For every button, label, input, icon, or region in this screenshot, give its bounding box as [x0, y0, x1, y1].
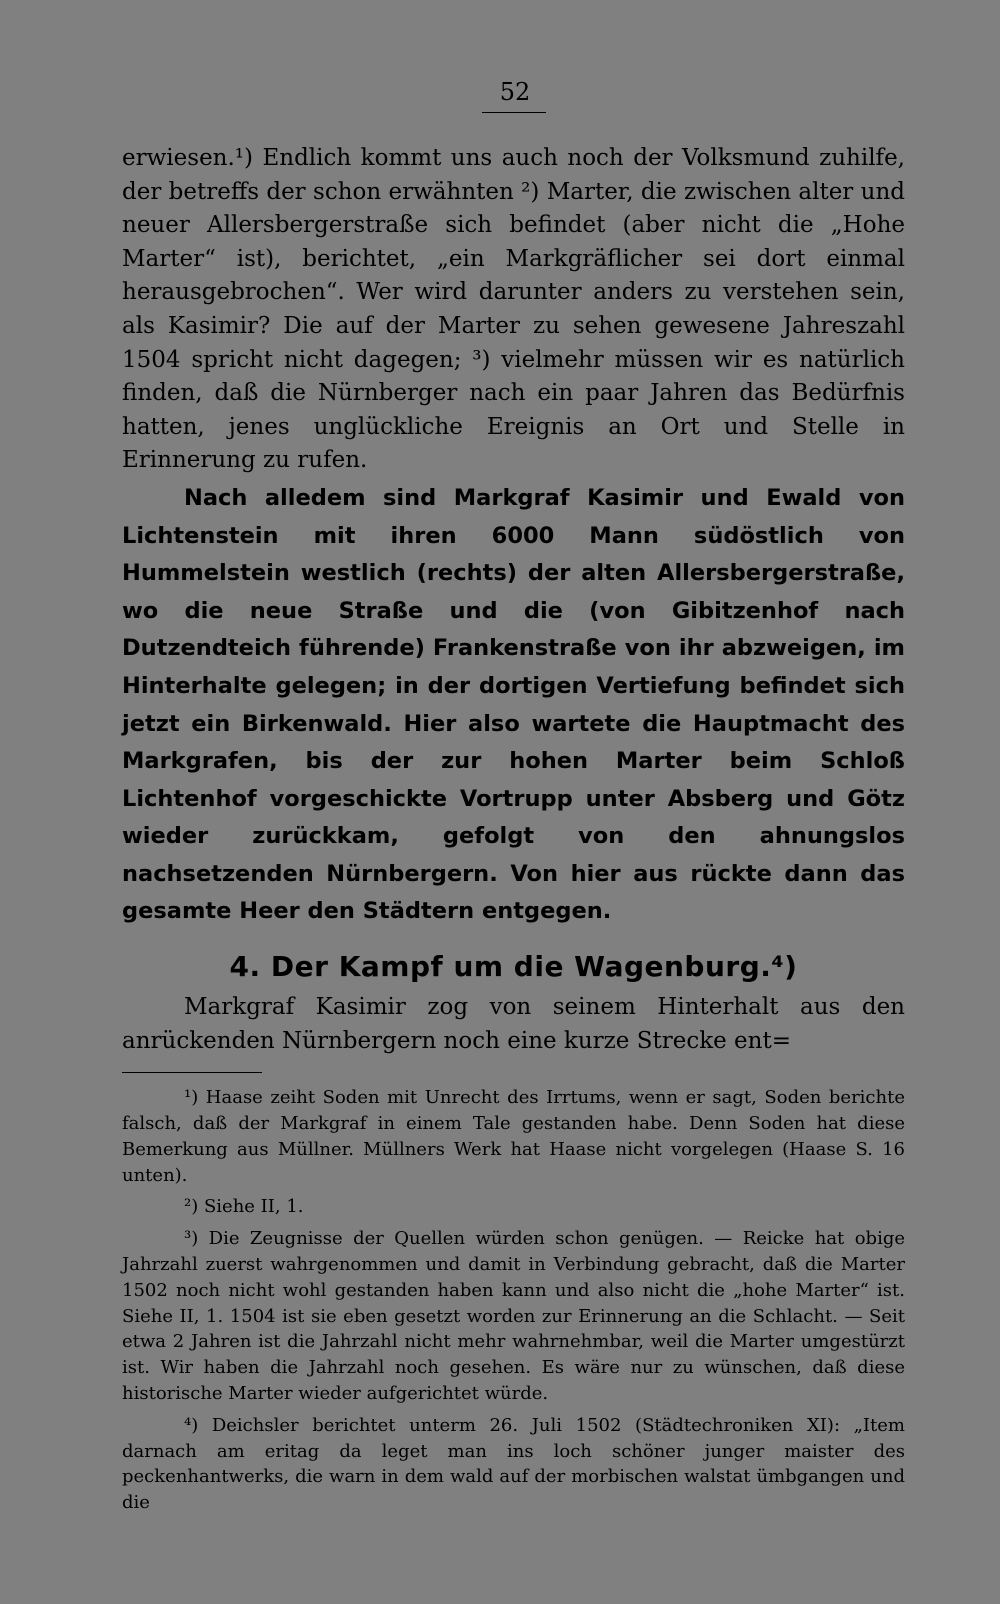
page-number-rule: [482, 112, 546, 113]
page-number: 52: [499, 78, 531, 106]
footnote-4: ⁴) Deichsler berichtet unterm 26. Juli 1502 (Städtechroniken XI): „Item darnach am eritag da leget man ins loch schöner junger maister des peckenhantwerks, die warn in dem wald auf der morbischen walstat ümbgangen und die: [122, 1414, 905, 1514]
footnote-2: ²) Siehe II, 1.: [184, 1196, 304, 1218]
footnote-3: ³) Die Zeugnisse der Quellen würden schon genügen. — Reicke hat obige Jahrzahl zuerst wahrgenommen und damit in Verbindung gebracht, daß die Marter 1502 noch nicht wohl gestanden haben kann und also nicht die „hohe Marter“ ist. Siehe II, 1. 1504 ist sie eben gesetzt worden zur Erinnerung an die Schlacht. — Seit etwa 2 Jahren ist die Jahrzahl nicht mehr wahrnehmbar, weil die Marter umgestürzt ist. Wir haben die Jahrzahl noch gesehen. Es wäre nur zu wünschen, daß diese historische Marter wieder aufgerichtet würde.: [122, 1228, 905, 1405]
section-heading: 4. Der Kampf um die Wagenburg.⁴): [229, 950, 798, 984]
footnote-1: ¹) Haase zeiht Soden mit Unrecht des Irrtums, wenn er sagt, Soden berichte falsch, daß der Markgraf in einem Tale gestanden habe. Denn Soden hat diese Bemerkung aus Müllner. Müllners Werk hat Haase nicht vorgelegen (Haase S. 16 unten).: [122, 1087, 905, 1186]
footnote-divider: [122, 1072, 262, 1073]
paragraph-kampf-start: Markgraf Kasimir zog von seinem Hinterhalt aus den anrückenden Nürnbergern noch eine kurze Strecke ent=: [122, 994, 905, 1054]
paragraph-volksmund: erwiesen.¹) Endlich kommt uns auch noch der Volksmund zuhilfe, der betreffs der schon erwähnten ²) Marter, die zwischen alter und neuer Allersbergerstraße sich befindet (aber nicht die „Hohe Marter“ ist), berichtet, „ein Markgräflicher sei dort einmal herausgebrochen“. Wer wird darunter anders zu verstehen sein, als Kasimir? Die auf der Marter zu sehen gewesene Jahreszahl 1504 spricht nicht dagegen; ³) vielmehr müssen wir es natürlich finden, daß die Nürnberger nach ein paar Jahren das Bedürfnis hatten, jenes unglückliche Ereignis an Ort und Stelle in Erinnerung zu rufen.: [122, 145, 905, 474]
page-body: [122, 142, 905, 1522]
paragraph-hinterhalt-summary: Nach alledem sind Markgraf Kasimir und Ewald von Lichtenstein mit ihren 6000 Mann südöstlich von Hummelstein westlich (rechts) der alten Allersbergerstraße, wo die neue Straße und die (von Gibitzenhof nach Dutzendteich führende) Frankenstraße von ihr abzweigen, im Hinterhalte gelegen; in der dortigen Vertiefung befindet sich jetzt ein Birkenwald. Hier also wartete die Hauptmacht des Markgrafen, bis der zur hohen Marter beim Schloß Lichtenhof vorgeschickte Vortrupp unter Absberg und Götz wieder zurückkam, gefolgt von den ahnungslos nachsetzenden Nürnbergern. Von hier aus rückte dann das gesamte Heer den Städtern entgegen.: [122, 484, 905, 925]
